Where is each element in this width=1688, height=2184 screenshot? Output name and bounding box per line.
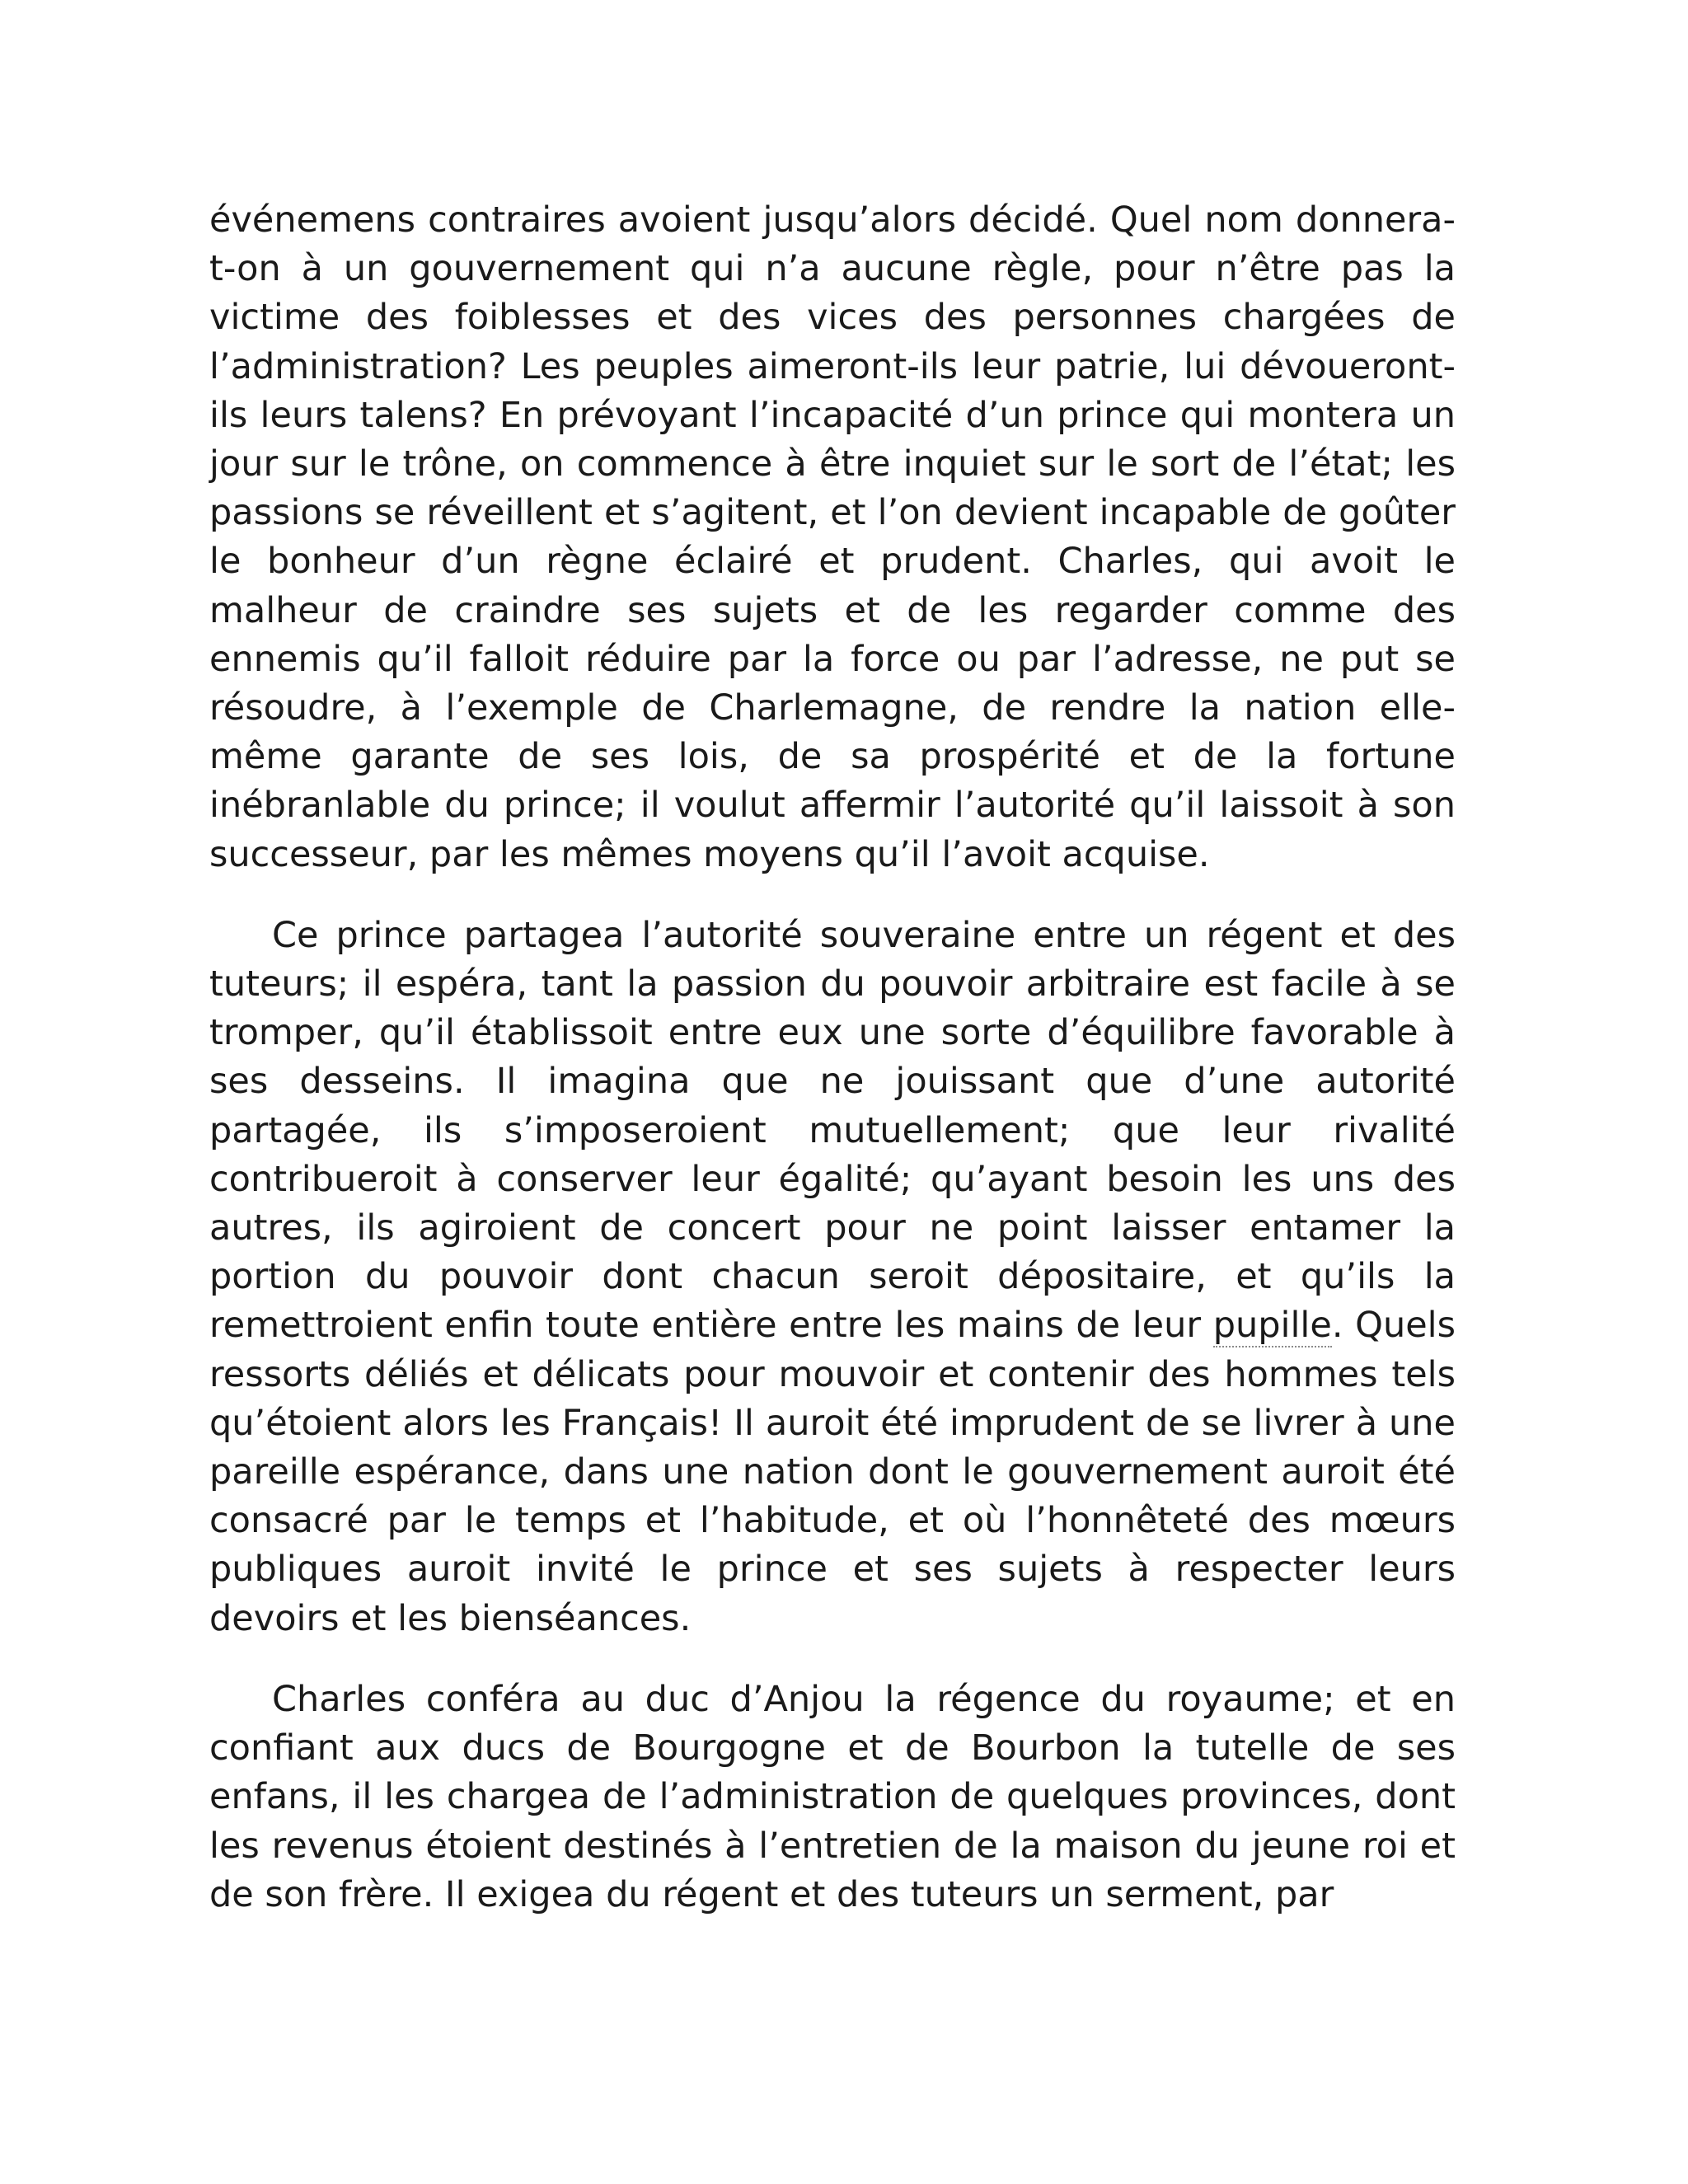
paragraph-1: événemens contraires avoient jusqu’alors décidé. Quel nom donnera-t-on à un gouvernement qui n’a aucune règle, pour n’être pas la victime des foiblesses et des vices des personnes chargées de l’administration? Les peuples aimeront-ils leur patrie, lui dévoueront-ils leurs talens? En prévoyant l’incapacité d’un prince qui montera un jour sur le trône, on commence à être inquiet sur le sort de l’état; les passions se réveillent et s’agitent, et l’on devient incapable de goûter le bonheur d’un règne éclairé et prudent. Charles, qui avoit le malheur de craindre ses sujets et de les regarder comme des ennemis qu’il falloit réduire par la force ou par l’adresse, ne put se résoudre, à l’exemple de Charlemagne, de rendre la nation elle-même garante de ses lois, de sa prospérité et de la fortune inébranlable du prince; il voulut affermir l’autorité qu’il laissoit à son successeur, par les mêmes moyens qu’il l’avoit acquise. [209,199,1456,875]
paragraph-2 [209,912,1456,1643]
page-text [209,196,1456,1919]
dotted-underlined-word: pupille [1212,1305,1332,1347]
paragraph-2-text-after: . Quels ressorts déliés et délicats pour mouvoir et contenir des hommes tels qu’étoient alors les Français! Il auroit été imprudent de se livrer à une pareille espérance, dans une nation dont le gouvernement auroit été consacré par le temps et l’habitude, et où l’honnêteté des mœurs publiques auroit invité le prince et ses sujets à respecter leurs devoirs et les bienséances. [209,1305,1456,1639]
paragraph-2-text-before: Ce prince partagea l’autorité souveraine entre un régent et des tuteurs; il espéra, tant la passion du pouvoir arbitraire est facile à se tromper, qu’il établissoit entre eux une sorte d’équilibre favorable à ses desseins. Il imagina que ne jouissant que d’une autorité partagée, ils s’imposeroient mutuellement; que leur rivalité contribueroit à conserver leur égalité; qu’ayant besoin les uns des autres, ils agiroient de concert pour ne point laisser entamer la portion du pouvoir dont chacun seroit dépositaire, et qu’ils la remettroient enfin toute entière entre les mains de leur [209,914,1456,1347]
paragraph-3: Charles conféra au duc d’Anjou la régence du royaume; et en confiant aux ducs de Bourgogne et de Bourbon la tutelle de ses enfans, il les chargea de l’administration de quelques provinces, dont les revenus étoient destinés à l’entretien de la maison du jeune roi et de son frère. Il exigea du régent et des tuteurs un serment, par [209,1678,1456,1915]
